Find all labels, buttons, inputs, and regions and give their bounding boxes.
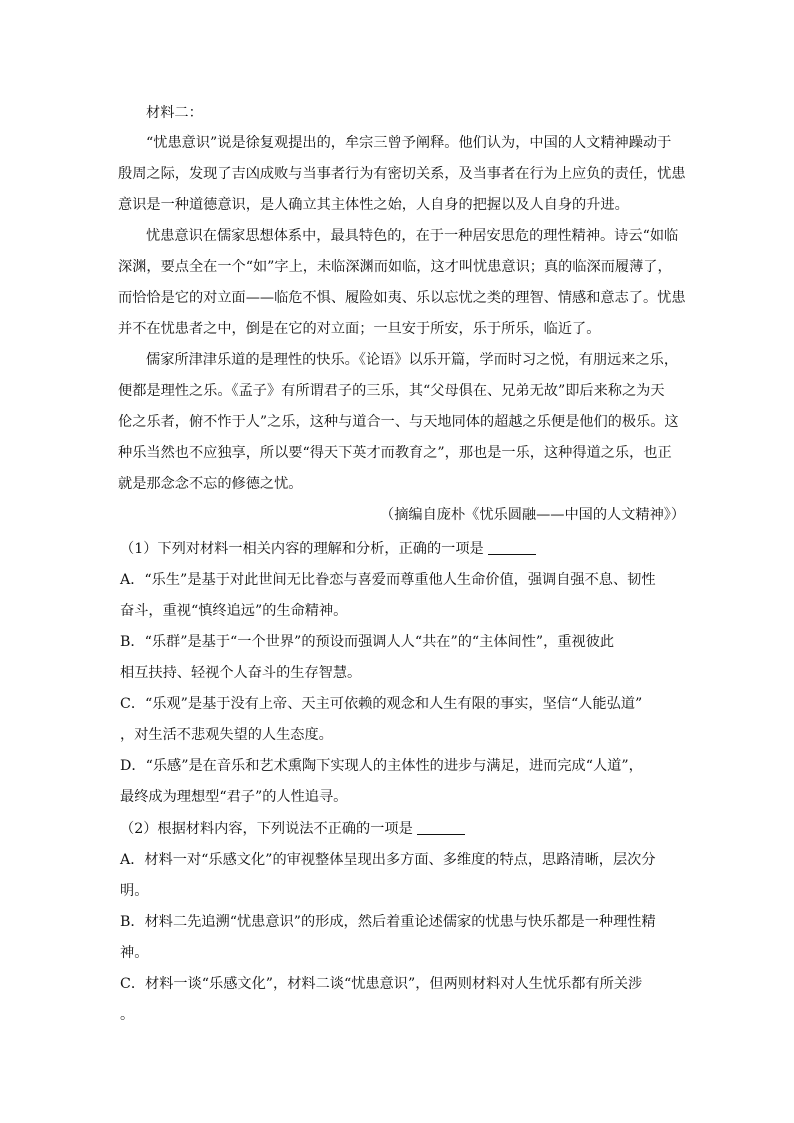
- paragraph-line: 儒家所津津乐道的是理性的快乐。《论语》以乐开篇，学而时习之悦，有朋远来之乐，: [146, 352, 679, 368]
- q1-option-b-line1: B．“乐群”是基于“一个世界”的预设而强调人人“共在”的“主体间性”，重视彼此: [120, 634, 615, 650]
- q1-option-c-line1: C．“乐观”是基于没有上帝、天主可依赖的观念和人生有限的事实，坚信“人能弘道”: [120, 696, 643, 712]
- paragraph-line: 并不在忧患者之中，倒是在它的对立面；一旦安于所安，乐于所乐，临近了。: [118, 321, 601, 337]
- q2-option-a-line2: 明。: [120, 883, 149, 899]
- q2-option-c-line1: C．材料一谈“乐感文化”，材料二谈“忧患意识”，但两则材料对人生忧乐都有所关涉: [120, 976, 643, 992]
- answer-blank: [488, 540, 536, 555]
- paragraph-line: 殷周之际，发现了吉凶成败与当事者行为有密切关系，及当事者在行为上应负的责任，忧患: [118, 166, 686, 182]
- paragraph-line: 深渊，要点全在一个“如”字上，未临深渊而如临，这才叫忧患意识；真的临深而履薄了，: [118, 259, 672, 275]
- paragraph-line: 就是那念念不忘的修德之忧。: [118, 476, 303, 492]
- answer-blank: [417, 820, 465, 835]
- paragraph-line: 种乐当然也不应独享，所以要“得天下英才而教育之”，那也是一乐，这种得道之乐，也正: [118, 445, 672, 461]
- q1-option-d-line2: 最终成为理想型“君子”的人性追寻。: [120, 789, 348, 805]
- paragraph-line: “忧患意识”说是徐复观提出的，牟宗三曾予阐释。他们认为，中国的人文精神躁动于: [146, 135, 672, 151]
- q1-option-a-line2: 奋斗，重视“慎终追远”的生命精神。: [120, 603, 348, 619]
- question-1-text: （1）下列对材料一相关内容的理解和分析，正确的一项是: [120, 541, 484, 557]
- question-2-text: （2）根据材料内容，下列说法不正确的一项是: [120, 821, 413, 837]
- paragraph-line: 伦之乐者，俯不怍于人”之乐，这种与道合一、与天地同体的超越之乐便是他们的极乐。这: [118, 414, 679, 430]
- q1-option-c-line2: ，对生活不悲观失望的人生态度。: [120, 727, 333, 743]
- q2-option-c-line2: 。: [120, 1007, 135, 1023]
- q2-option-a-line1: A．材料一对“乐感文化”的审视整体呈现出多方面、多维度的特点，思路清晰，层次分: [120, 852, 656, 868]
- q1-option-a-line1: A．“乐生”是基于对此世间无比眷恋与喜爱而尊重他人生命价值，强调自强不息、韧性: [120, 572, 656, 588]
- paragraph-line: 便都是理性之乐。《孟子》有所谓君子的三乐，其“父母俱在、兄弟无故”即后来称之为天: [118, 383, 665, 399]
- q1-option-d-line1: D．“乐感”是在音乐和艺术熏陶下实现人的主体性的进步与满足，进而完成“人道”，: [120, 758, 643, 774]
- material-heading: 材料二：: [146, 105, 203, 121]
- question-1-stem: [120, 539, 680, 559]
- q1-option-b-line2: 相互扶持、轻视个人奋斗的生存智慧。: [120, 665, 362, 681]
- question-2-stem: [120, 819, 680, 839]
- paragraph-line: 而恰恰是它的对立面——临危不惧、履险如夷、乐以忘忧之类的理智、情感和意志了。忧患: [118, 290, 686, 306]
- q2-option-b-line2: 神。: [120, 945, 149, 961]
- paragraph-line: 意识是一种道德意识，是人确立其主体性之始，人自身的把握以及人自身的升进。: [118, 197, 629, 213]
- citation: （摘编自庞朴《忧乐圆融——中国的人文精神》）: [380, 507, 686, 523]
- paragraph-line: 忧患意识在儒家思想体系中，最具特色的，在于一种居安思危的理性精神。诗云“如临: [146, 228, 679, 244]
- q2-option-b-line1: B．材料二先追溯“忧患意识”的形成，然后着重论述儒家的忧患与快乐都是一种理性精: [120, 914, 656, 930]
